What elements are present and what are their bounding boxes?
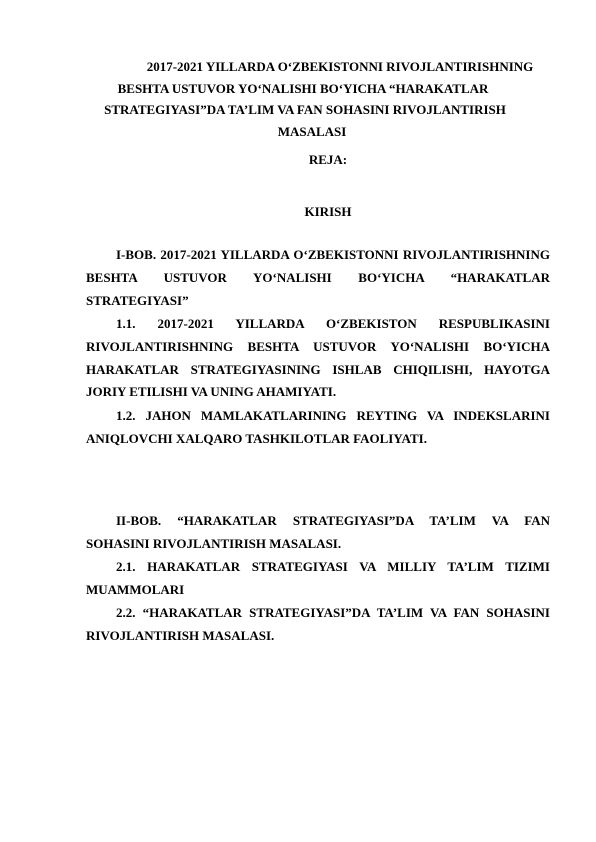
intro-heading: KIRISH bbox=[304, 204, 352, 219]
section-1-2: 1.2. JAHON MAMLAKATLARINING REYTING VA INDEKSLARINI ANIQLOVCHI XALQARO TASHKILOTLAR FAOLIYATI. bbox=[86, 408, 550, 446]
title-line-2: BESHTA USTUVOR YO‘NALISHI BO‘YICHA “HARAKATLAR bbox=[117, 80, 489, 96]
section-1-1: 1.1. 2017-2021 YILLARDA O‘ZBEKISTON RESPUBLIKASINI RIVOJLANTIRISHNING BESHTA USTUVOR YO‘NALISHI BO‘YICHA HARAKATLAR STRATEGIYASINING ISHLAB CHIQILISHI, HAYOTGA JORIY ETILISHI VA UNING AHAMIYATI. bbox=[86, 316, 550, 400]
title-line-4: MASALASI bbox=[277, 123, 347, 139]
section-2-1: 2.1. HARAKATLAR STRATEGIYASI VA MILLIY TA’LIM TIZIMI MUAMMOLARI bbox=[86, 559, 550, 597]
chapter-2-heading: II-BOB. “HARAKATLAR STRATEGIYASI”DA TA’LIM VA FAN SOHASINI RIVOJLANTIRISH MASALASI. bbox=[86, 513, 550, 551]
chapter-1-heading: I-BOB. 2017-2021 YILLARDA O‘ZBEKISTONNI RIVOJLANTIRISHNING BESHTA USTUVOR YO‘NALISHI BO‘YICHA “HARAKATLAR STRATEGIYASI” bbox=[86, 247, 550, 308]
section-2-2: 2.2. “HARAKATLAR STRATEGIYASI”DA TA’LIM VA FAN SOHASINI RIVOJLANTIRISH MASALASI. bbox=[86, 605, 550, 643]
title-line-1: 2017-2021 YILLARDA O‘ZBEKISTONNI RIVOJLANTIRISHNING bbox=[146, 59, 534, 74]
plan-heading: REJA: bbox=[308, 152, 348, 167]
title-line-3: STRATEGIYASI”DA TA’LIM VA FAN SOHASINI RIVOJLANTIRISH bbox=[104, 102, 506, 117]
document-title bbox=[86, 56, 550, 142]
